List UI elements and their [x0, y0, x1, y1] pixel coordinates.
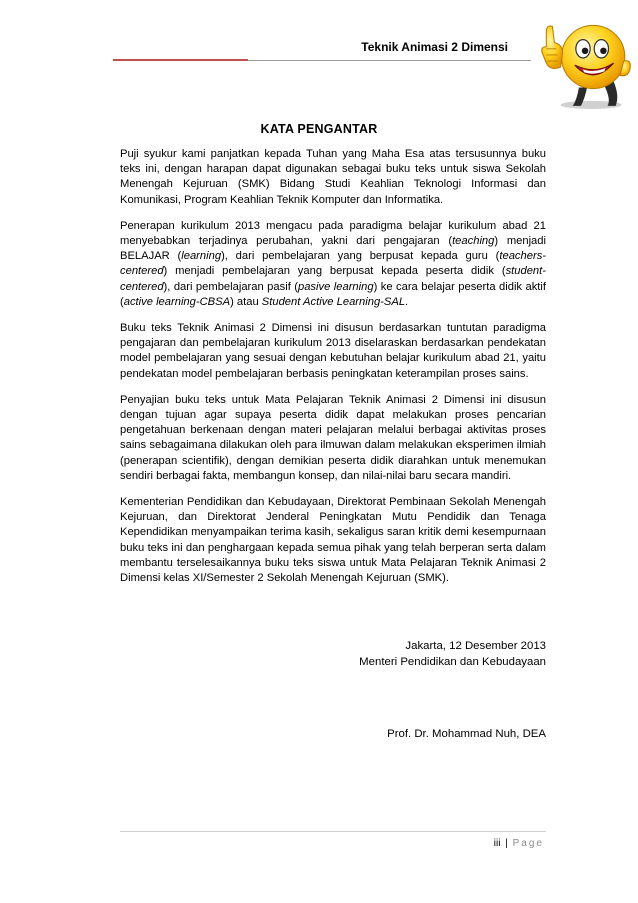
paragraph [120, 147, 546, 208]
italic-term: teaching [452, 235, 495, 248]
text-run: Penyajian buku teks untuk Mata Pelajaran Teknik Animasi 2 Dimensi ini disusun dengan tujuan agar supaya peserta didik dapat melakukan proses pencarian pengetahuan berkenaan dengan materi pelajaran melalui berbagai aktivitas proses sains sebagaimana dilakukan oleh para ilmuwan dalam melakukan eksperimen ilmiah (penerapan scientifik), dengan demikian peserta didik diarahkan untuk menemukan sendiri berbagai fakta, membangun konsep, dan nilai-nilai baru secara mandiri. [120, 393, 546, 482]
italic-term: active learning-CBSA [123, 295, 231, 308]
signature-name: Prof. Dr. Mohammad Nuh, DEA [387, 728, 546, 740]
header-title: Teknik Animasi 2 Dimensi [361, 40, 508, 54]
italic-term: pasive learning [297, 280, 374, 293]
signature-office: Menteri Pendidikan dan Kebudayaan [359, 656, 546, 668]
text-run: . [405, 295, 409, 308]
footer-divider [120, 831, 546, 832]
text-run: ) atau [230, 295, 262, 308]
italic-term: learning [181, 250, 222, 263]
paragraph [120, 495, 546, 586]
footer-separator: | [505, 838, 508, 849]
text-run: ), dari pembelajaran pasif ( [163, 280, 298, 293]
text-run: ), dari pembelajaran yang berpusat kepada guru ( [221, 250, 500, 263]
body-text [120, 147, 546, 597]
page-title: KATA PENGANTAR [260, 122, 378, 136]
page-footer [300, 838, 544, 849]
thumbs-up-smiley-icon [532, 8, 634, 110]
italic-term: student-centered [120, 265, 546, 293]
text-run: Puji syukur kami panjatkan kepada Tuhan yang Maha Esa atas tersusunnya buku teks ini, dengan harapan dapat digunakan sebagai buku teks untuk siswa Sekolah Menengah Kejuruan (SMK) Bidang Studi Keahlian Teknologi Informasi dan Komunikasi, Program Keahlian Teknik Komputer dan Informatika. [120, 148, 546, 206]
text-run: ) menjadi BELAJAR ( [120, 235, 546, 263]
text-run: ) ke cara belajar peserta didik aktif ( [120, 280, 546, 308]
header-divider-accent [113, 59, 248, 61]
italic-term: Student Active Learning-SAL [261, 295, 406, 308]
paragraph [120, 219, 546, 310]
text-run: Kementerian Pendidikan dan Kebudayaan, Direktorat Pembinaan Sekolah Menengah Kejuruan, dan Direktorat Jenderal Peningkatan Mutu Pendidik dan Tenaga Kependidikan menyampaikan terima kasih, sekaligus saran kritik demi kesempurnaan buku teks ini dan penghargaan kepada semua pihak yang telah berperan serta dalam membantu terselesaikannya buku teks siswa untuk Mata Pelajaran Teknik Animasi 2 Dimensi kelas XI/Semester 2 Sekolah Menengah Kejuruan (SMK). [120, 496, 546, 585]
paragraph [120, 393, 546, 484]
paragraph [120, 321, 546, 382]
page-number: iii [493, 838, 501, 849]
text-run: Penerapan kurikulum 2013 mengacu pada paradigma belajar kurikulum abad 21 menyebabkan terjadinya perubahan, yakni dari pengajaran ( [120, 219, 546, 248]
text-run: Buku teks Teknik Animasi 2 Dimensi ini disusun berdasarkan tuntutan paradigma pengajaran dan pembelajaran kurikulum 2013 diselaraskan berdasarkan pendekatan model pembelajaran yang sesuai dengan kebutuhan belajar kurikulum abad 21, yaitu pendekatan model pembelajaran berbasis peningkatan keterampilan proses sains. [120, 322, 546, 380]
signature-place-date: Jakarta, 12 Desember 2013 [405, 640, 546, 652]
italic-term: teachers-centered [120, 250, 547, 278]
text-run: ) menjadi pembelajaran yang berpusat kepada peserta didik ( [163, 265, 506, 278]
page-label: Page [512, 838, 544, 849]
